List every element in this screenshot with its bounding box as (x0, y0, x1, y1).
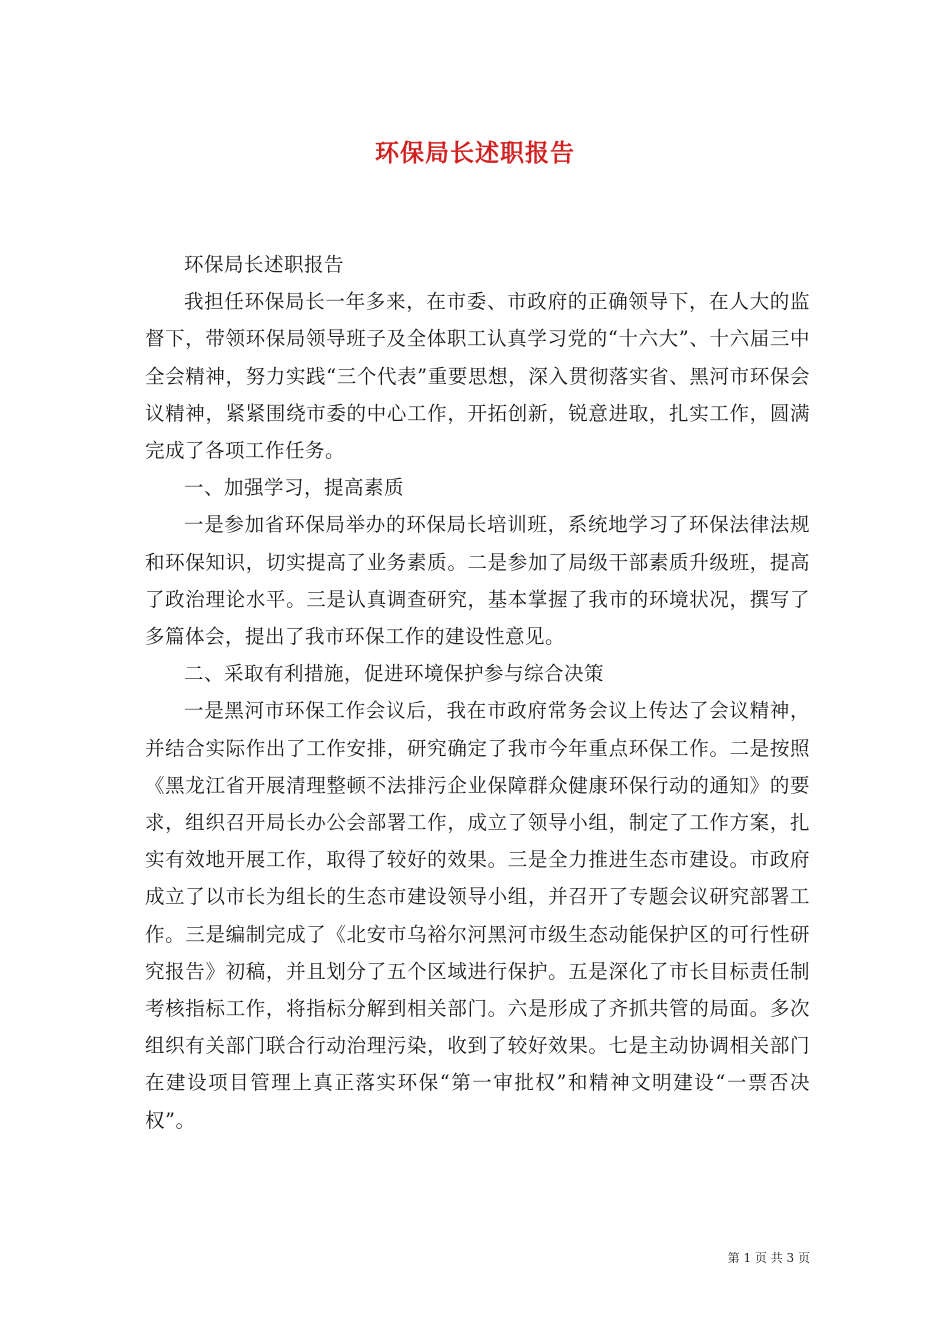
paragraph-intro: 我担任环保局长一年多来，在市委、市政府的正确领导下，在人大的监督下，带领环保局领导班子及全体职工认真学习党的“十六大”、十六届三中全会精神，努力实践“三个代表”重要思想，深入贯彻落实省、黑河市环保会议精神，紧紧围绕市委的中心工作，开拓创新，锐意进取，扎实工作，圆满完成了各项工作任务。 (145, 290, 810, 463)
page-number: 第 1 页 共 3 页 (727, 1251, 810, 1265)
paragraph-subtitle: 环保局长述职报告 (184, 253, 345, 276)
document-body (145, 246, 810, 1139)
section-heading-1: 一、加强学习，提高素质 (184, 476, 405, 500)
section-heading-2: 二、采取有利措施，促进环境保护参与综合决策 (184, 662, 605, 686)
paragraph-section-1: 一是参加省环保局举办的环保局长培训班，系统地学习了环保法律法规和环保知识，切实提高了业务素质。二是参加了局级干部素质升级班，提高了政治理论水平。三是认真调查研究，基本掌握了我市的环境状况，撰写了多篇体会，提出了我市环保工作的建设性意见。 (145, 513, 810, 649)
paragraph-section-2: 一是黑河市环保工作会议后，我在市政府常务会议上传达了会议精神，并结合实际作出了工作安排，研究确定了我市今年重点环保工作。二是按照《黑龙江省开展清理整顿不法排污企业保障群众健康环保行动的通知》的要求，组织召开局长办公会部署工作，成立了领导小组，制定了工作方案，扎实有效地开展工作，取得了较好的效果。三是全力推进生态市建设。市政府成立了以市长为组长的生态市建设领导小组，并召开了专题会议研究部署工作。三是编制完成了《北安市乌裕尔河黑河市级生态动能保护区的可行性研究报告》初稿，并且划分了五个区域进行保护。五是深化了市长目标责任制考核指标工作，将指标分解到相关部门。六是形成了齐抓共管的局面。多次组织有关部门联合行动治理污染，收到了较好效果。七是主动协调相关部门在建设项目管理上真正落实环保“第一审批权”和精神文明建设“一票否决权”。 (145, 699, 810, 1132)
document-title: 环保局长述职报告 (375, 138, 575, 167)
